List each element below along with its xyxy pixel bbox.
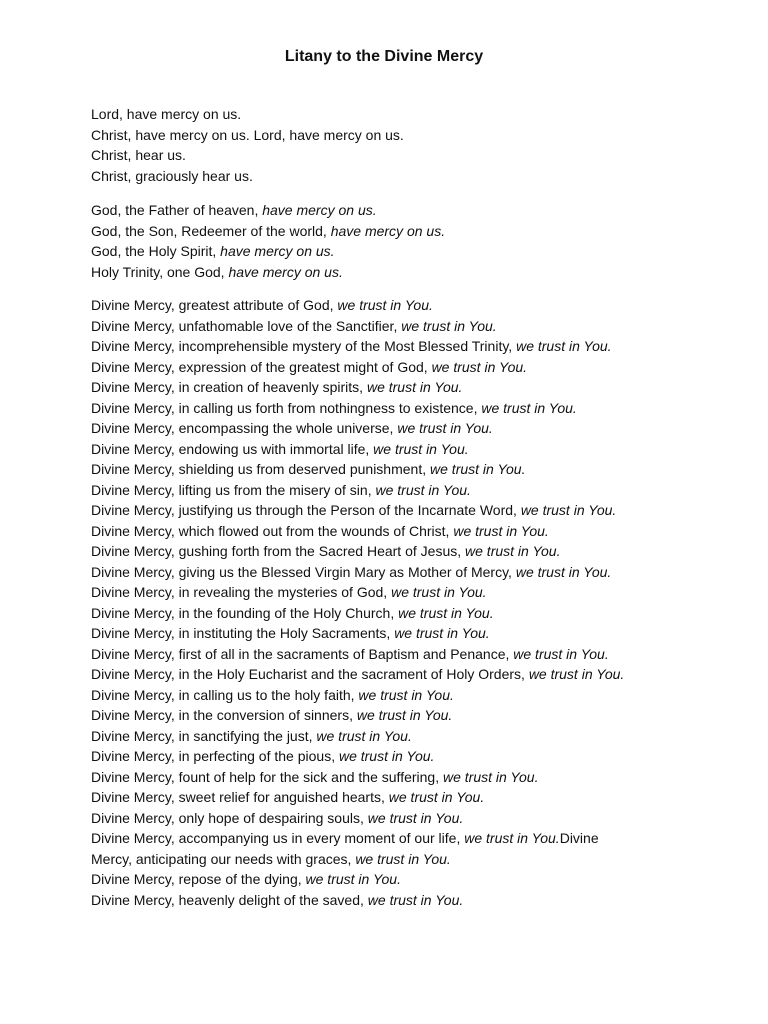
mercy-line — [91, 890, 751, 911]
response-text: we trust in You. — [316, 727, 412, 744]
invocation-text: Divine Mercy, accompanying us in every moment of our life, — [91, 830, 465, 846]
continuation-text: Divine — [559, 830, 599, 846]
mercy-line — [91, 377, 751, 398]
mercy-line — [91, 398, 751, 419]
mercy-line — [91, 582, 751, 603]
mercy-line — [91, 705, 751, 726]
trinity-line — [91, 200, 751, 221]
response-text: we trust in You. — [373, 440, 469, 457]
invocation-text: Divine Mercy, lifting us from the misery of sin, — [91, 481, 376, 498]
invocation-text: Divine Mercy, which flowed out from the wounds of Christ, — [91, 522, 454, 539]
invocation-text: Divine Mercy, in sanctifying the just, — [91, 727, 317, 744]
invocation-text: Divine Mercy, in the founding of the Holy Church, — [91, 604, 399, 621]
invocation-text: Divine Mercy, gushing forth from the Sacred Heart of Jesus, — [91, 543, 466, 559]
mercy-line — [91, 849, 751, 870]
invocation-text: Divine Mercy, giving us the Blessed Virgin Mary as Mother of Mercy, — [91, 563, 516, 580]
mercy-invocations-section — [91, 295, 751, 910]
mercy-line — [91, 480, 751, 501]
mercy-line — [91, 336, 751, 357]
response-text: we trust in You. — [528, 666, 625, 682]
response-text: we trust in You. — [366, 379, 463, 395]
invocation-text: Divine Mercy, greatest attribute of God, — [91, 297, 338, 313]
mercy-line — [91, 808, 751, 829]
response-text: we trust in You. — [513, 645, 609, 662]
response-text: we trust in You. — [398, 604, 494, 621]
response-text: we trust in You. — [391, 584, 487, 600]
response-text: we trust in You. — [430, 461, 526, 477]
response-text: we trust in You. — [394, 625, 490, 641]
trinity-section — [91, 200, 751, 282]
response-text: we trust in You. — [481, 399, 577, 416]
mercy-line — [91, 787, 751, 808]
mercy-line — [91, 746, 751, 767]
response-text: we trust in You. — [453, 522, 549, 539]
mercy-line — [91, 418, 751, 439]
mercy-line — [91, 562, 751, 583]
invocation-text: Divine Mercy, in perfecting of the pious, — [91, 748, 339, 764]
invocation-text: God, the Holy Spirit, — [91, 243, 221, 259]
invocation-text: Divine Mercy, incomprehensible mystery of the Most Blessed Trinity, — [91, 338, 517, 354]
mercy-line — [91, 541, 751, 562]
invocation-text: Holy Trinity, one God, — [91, 263, 229, 280]
mercy-line — [91, 685, 751, 706]
invocation-text: Divine Mercy, endowing us with immortal life, — [91, 440, 374, 457]
invocation-text: Divine Mercy, expression of the greatest might of God, — [91, 358, 432, 375]
intro-line: Christ, graciously hear us. — [91, 167, 253, 184]
invocation-text: Divine Mercy, only hope of despairing souls, — [91, 809, 368, 826]
response-text: we trust in You. — [338, 748, 435, 764]
response-text: we trust in You. — [397, 420, 493, 436]
trinity-line — [91, 221, 751, 242]
mercy-line — [91, 459, 751, 480]
intro-line: Lord, have mercy on us. — [91, 106, 242, 122]
mercy-line — [91, 869, 751, 890]
invocation-text: Divine Mercy, first of all in the sacraments of Baptism and Penance, — [91, 645, 514, 662]
invocation-text: Divine Mercy, in instituting the Holy Sacraments, — [91, 625, 395, 641]
mercy-line — [91, 521, 751, 542]
response-text: we trust in You. — [337, 297, 433, 313]
mercy-line — [91, 726, 751, 747]
trinity-line — [91, 262, 751, 283]
response-text: we trust in You. — [367, 809, 464, 826]
mercy-line — [91, 644, 751, 665]
response-text: we trust in You. — [388, 789, 485, 805]
response-text: we trust in You. — [443, 768, 539, 785]
response-text: have mercy on us. — [330, 222, 446, 239]
invocation-text: Divine Mercy, encompassing the whole universe, — [91, 420, 398, 436]
invocation-text: God, the Father of heaven, — [91, 202, 263, 218]
mercy-line — [91, 500, 751, 521]
response-text: we trust in You. — [375, 481, 471, 498]
invocation-text: Divine Mercy, shielding us from deserved punishment, — [91, 461, 431, 477]
mercy-line — [91, 439, 751, 460]
invocation-text: Divine Mercy, unfathomable love of the Sanctifier, — [91, 317, 402, 334]
invocation-text: Mercy, anticipating our needs with graces, — [91, 850, 356, 867]
response-text: we trust in You. — [431, 358, 528, 375]
intro-line: Christ, have mercy on us. Lord, have mercy on us. — [91, 126, 404, 143]
mercy-line — [91, 316, 751, 337]
invocation-text: God, the Son, Redeemer of the world, — [91, 222, 331, 239]
response-text: we trust in You. — [465, 543, 561, 559]
invocation-text: Divine Mercy, justifying us through the Person of the Incarnate Word, — [91, 502, 521, 518]
response-text: we trust in You. — [464, 830, 560, 846]
response-text: we trust in You. — [515, 563, 612, 580]
invocation-text: Divine Mercy, fount of help for the sick and the suffering, — [91, 768, 443, 785]
invocation-text: Divine Mercy, sweet relief for anguished hearts, — [91, 789, 389, 805]
response-text: have mercy on us. — [228, 263, 343, 280]
invocation-text: Divine Mercy, in the Holy Eucharist and the sacrament of Holy Orders, — [91, 666, 529, 682]
response-text: we trust in You. — [520, 502, 617, 518]
invocation-text: Divine Mercy, in revealing the mysteries of God, — [91, 584, 392, 600]
invocation-text: Divine Mercy, in creation of heavenly spirits, — [91, 379, 367, 395]
invocation-text: Divine Mercy, in calling us to the holy faith, — [91, 686, 359, 703]
response-text: have mercy on us. — [262, 202, 377, 218]
response-text: we trust in You. — [356, 707, 453, 723]
response-text: we trust in You. — [355, 850, 451, 867]
mercy-line — [91, 623, 751, 644]
response-text: we trust in You. — [367, 891, 464, 908]
invocation-text: Divine Mercy, in calling us forth from nothingness to existence, — [91, 399, 482, 416]
intro-section — [91, 104, 751, 186]
mercy-line — [91, 295, 751, 316]
mercy-line — [91, 828, 751, 849]
invocation-text: Divine Mercy, heavenly delight of the saved, — [91, 891, 368, 908]
response-text: we trust in You. — [305, 871, 401, 887]
response-text: have mercy on us. — [220, 243, 335, 259]
intro-line: Christ, hear us. — [91, 147, 186, 163]
response-text: we trust in You. — [401, 317, 497, 334]
mercy-line — [91, 664, 751, 685]
mercy-line — [91, 767, 751, 788]
mercy-line — [91, 603, 751, 624]
response-text: we trust in You. — [516, 338, 612, 354]
invocation-text: Divine Mercy, in the conversion of sinners, — [91, 707, 357, 723]
response-text: we trust in You. — [358, 686, 454, 703]
mercy-line — [91, 357, 751, 378]
document-title: Litany to the Divine Mercy — [284, 48, 484, 65]
invocation-text: Divine Mercy, repose of the dying, — [91, 871, 306, 887]
trinity-line — [91, 241, 751, 262]
